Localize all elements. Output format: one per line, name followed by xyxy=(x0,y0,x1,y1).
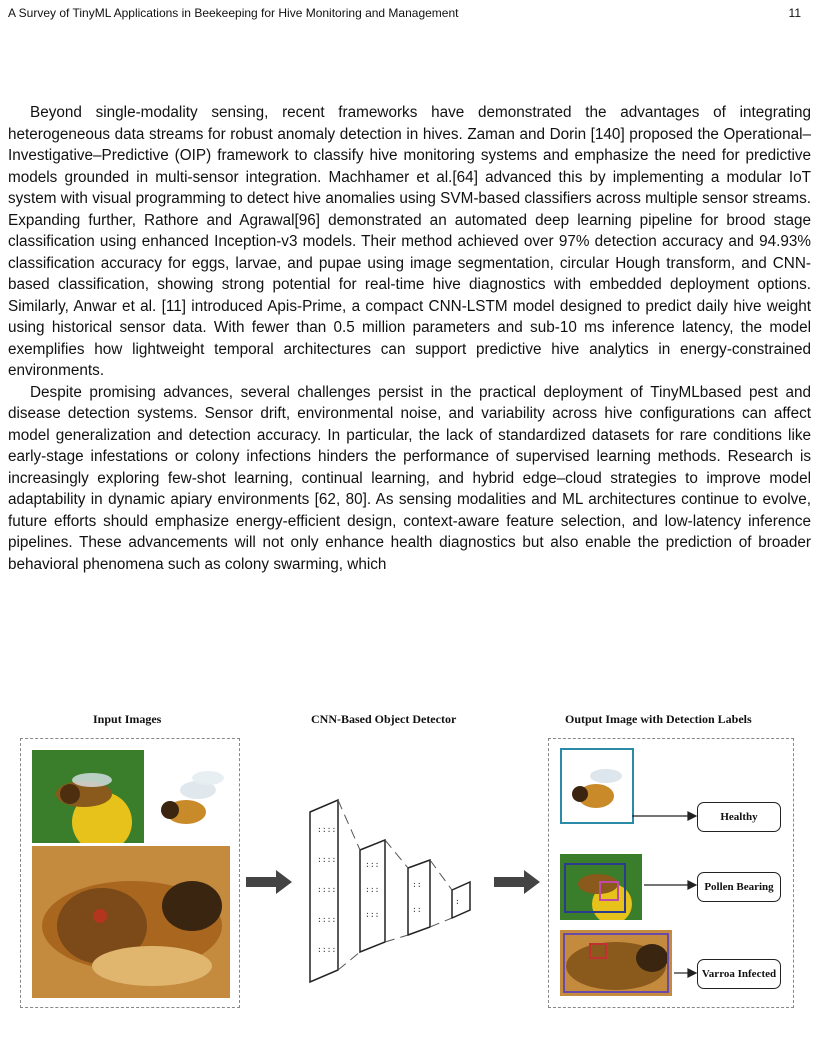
output-photo-healthy xyxy=(560,748,634,824)
body-text xyxy=(8,102,811,575)
label-varroa-infected: Varroa Infected xyxy=(697,959,781,989)
cnn-layers-diagram xyxy=(300,792,490,992)
bee-photo-1 xyxy=(32,750,144,843)
paragraph-2: Despite promising advances, several challenges persist in the practical deployment of TinyMLbased pest and disease detection systems. Sensor drift, environmental noise, and variability across hive configurations can affect model generalization and detection accuracy. In particular, the lack of standardized datasets for rare conditions like early-stage infestations or colony infections hinders the performance of supervised learning methods. Research is increasingly exploring few-shot learning, continual learning, and hybrid edge–cloud strategies to improve model adaptability in dynamic apiary environments [62, 80]. As sensing modalities and ML architectures continue to evolve, future efforts should emphasize energy-efficient design, context-aware feature selection, and low-latency inference pipelines. These advancements will not only enhance health diagnostics but also enable the prediction of broader behavioral phenomena such as colony swarming, which xyxy=(8,383,811,573)
svg-text::::: ::: xyxy=(365,885,380,894)
bee-photo-2 xyxy=(146,750,230,843)
running-header xyxy=(8,6,811,24)
svg-text:::::: :::: xyxy=(317,885,337,894)
page-number: 11 xyxy=(788,6,801,20)
label-connectors xyxy=(630,772,700,1012)
svg-text:::: :: xyxy=(412,880,422,889)
output-title: Output Image with Detection Labels xyxy=(565,712,752,726)
svg-text:::::: :::: xyxy=(317,855,337,864)
input-images-title: Input Images xyxy=(93,712,162,726)
svg-text::::: ::: xyxy=(365,910,380,919)
bee-photo-3 xyxy=(32,846,230,998)
svg-text::: : xyxy=(455,897,460,906)
detector-title: CNN-Based Object Detector xyxy=(311,712,457,726)
paragraph-1: Beyond single-modality sensing, recent frameworks have demonstrated the advantages of integrating heterogeneous data streams for robust anomaly detection in hives. Zaman and Dorin [140] proposed the Operational–Investigative–Predictive (OIP) framework to classify hive monitoring systems and emphasize the need for predictive models grounded in multi-sensor integration. Machhamer et al.[64] advanced this by implementing a modular IoT system with visual programming to detect hive anomalies using SVM-based classifiers across multiple sensor streams. Expanding further, Rathore and Agrawal[96] demonstrated an automated deep learning pipeline for brood stage classification using enhanced Inception-v3 models. Their method achieved over 97% detection accuracy and 94.93% classification accuracy for eggs, larvae, and pupae using image segmentation, circular Hough transform, and CNN-based classification, showing strong potential for real-time hive diagnostics with embedded deployment options. Similarly, Anwar et al. [11] introduced Apis-Prime, a compact CNN-LSTM model designed to predict daily hive weight using historical sensor data. With fewer than 0.5 million parameters and sub-10 ms inference latency, the model exemplifies how lightweight temporal architectures can support predictive hive analytics in energy-constrained environments. xyxy=(8,104,811,379)
label-pollen-bearing: Pollen Bearing xyxy=(697,872,781,902)
figure xyxy=(0,712,819,1012)
svg-text::::: ::: xyxy=(365,860,380,869)
label-healthy: Healthy xyxy=(697,802,781,832)
svg-text:::::: :::: xyxy=(317,945,337,954)
svg-text:::::: :::: xyxy=(317,915,337,924)
svg-text:::: :: xyxy=(412,905,422,914)
arrow-right-icon xyxy=(494,868,544,896)
svg-text:::::: :::: xyxy=(317,825,337,834)
running-title: A Survey of TinyML Applications in Beekeeping for Hive Monitoring and Management xyxy=(8,6,459,20)
arrow-right-icon xyxy=(246,868,296,896)
